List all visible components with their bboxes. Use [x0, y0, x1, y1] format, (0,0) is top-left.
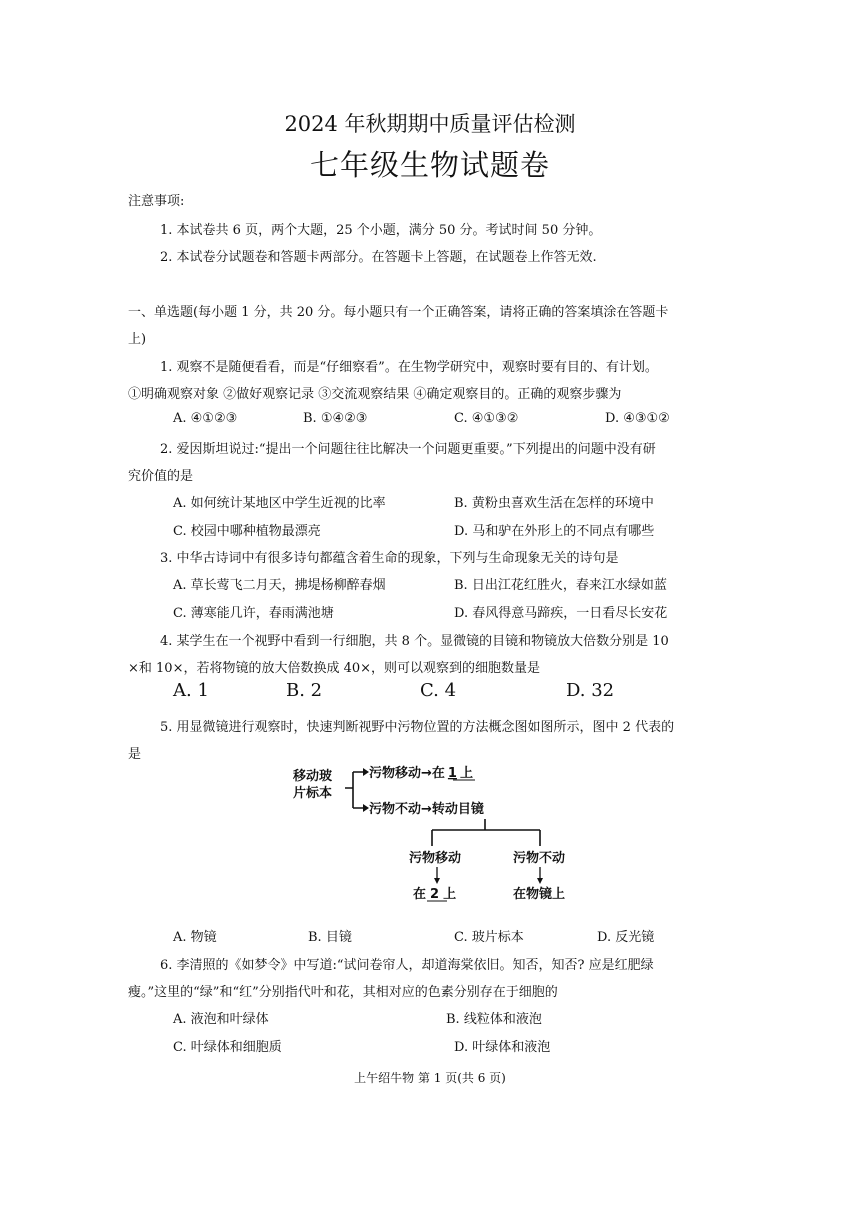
question-3-option-d: D. 春风得意马蹄疾，一日看尽长安花 — [454, 606, 668, 621]
question-2-text: 2. 爱因斯坦说过:“提出一个问题往往比解决一个问题更重要。”下列提出的问题中没有研 — [160, 442, 656, 457]
question-5-concept-diagram — [285, 758, 595, 906]
question-4-option-b: B. 2 — [286, 680, 323, 701]
question-2-option-a: A. 如何统计某地区中学生近视的比率 — [173, 496, 386, 511]
question-1-option-d: D. ④③①② — [605, 411, 670, 426]
notice-item-2: 2. 本试卷分试题卷和答题卡两部分。在答题卡上答题，在试题卷上作答无效. — [160, 250, 597, 265]
question-6-option-d: D. 叶绿体和液泡 — [454, 1040, 551, 1055]
section-heading: 一、单选题(每小题 1 分，共 20 分。每小题只有一个正确答案，请将正确的答案填涂在答题卡 — [128, 305, 669, 320]
diagram-root-label-cont: 片标本 — [293, 786, 333, 801]
diagram-arrow-3 — [434, 878, 440, 884]
question-1-option-a: A. ④①②③ — [173, 411, 238, 426]
diagram-branch-2: 污物不动→转动目镜 — [369, 802, 484, 817]
question-2-text-cont: 究价值的是 — [128, 469, 194, 484]
question-3-option-b: B. 日出江花红胜火，春来江水绿如蓝 — [454, 578, 667, 593]
diagram-sub-left: 污物移动 — [409, 851, 462, 866]
question-5-option-b: B. 目镜 — [308, 930, 352, 945]
diagram-bracket — [345, 772, 363, 808]
question-3-option-c: C. 薄寒能几许，春雨满池塘 — [173, 606, 334, 621]
diagram-sub-right: 污物不动 — [513, 851, 566, 866]
page-footer: 上午绍牛物 第 1 页(共 6 页) — [354, 1071, 506, 1085]
question-5-option-c: C. 玻片标本 — [454, 930, 524, 945]
question-1-text: 1. 观察不是随便看看，而是“仔细察看”。在生物学研究中，观察时要有目的、有计划。 — [160, 360, 658, 375]
question-2-option-b: B. 黄粉虫喜欢生活在怎样的环境中 — [454, 496, 654, 511]
notice-heading: 注意事项: — [128, 194, 185, 209]
diagram-tree-lines — [432, 819, 540, 846]
question-5-option-a: A. 物镜 — [173, 930, 217, 945]
page-title-line1: 2024 年秋期期中质量评估检测 — [284, 112, 576, 136]
question-3-text: 3. 中华古诗词中有很多诗句都蕴含着生命的现象，下列与生命现象无关的诗句是 — [160, 551, 619, 566]
diagram-sub-right-result: 在物镜上 — [513, 887, 566, 902]
question-1-option-b: B. ①④②③ — [303, 411, 368, 426]
diagram-down-lines — [437, 867, 540, 879]
page-title: 七年级生物试题卷 — [309, 148, 550, 182]
diagram-arrow-4 — [537, 878, 543, 884]
question-6-text-cont: 瘦。”这里的“绿”和“红”分别指代叶和花，其相对应的色素分别存在于细胞的 — [128, 985, 558, 1000]
question-4-option-a: A. 1 — [173, 680, 209, 701]
question-4-text: 4. 某学生在一个视野中看到一行细胞，共 8 个。显微镜的目镜和物镜放大倍数分别是 10 — [160, 634, 669, 649]
question-6-option-a: A. 液泡和叶绿体 — [173, 1012, 269, 1027]
question-4-option-d: D. 32 — [566, 680, 615, 701]
question-4-text-cont: ×和 10×，若将物镜的放大倍数换成 40×，则可以观察到的细胞数量是 — [128, 661, 541, 676]
question-4-option-c: C. 4 — [420, 680, 457, 701]
notice-item-1: 1. 本试卷共 6 页，两个大题，25 个小题，满分 50 分。考试时间 50 分钟。 — [160, 223, 602, 238]
question-5-text: 5. 用显微镜进行观察时，快速判断视野中污物位置的方法概念图如图所示，图中 2 代表的 — [160, 720, 675, 735]
question-5-option-d: D. 反光镜 — [597, 930, 655, 945]
question-1-option-c: C. ④①③② — [454, 411, 519, 426]
question-6-option-b: B. 线粒体和液泡 — [446, 1012, 542, 1027]
diagram-branch-1: 污物移动→在 1 上 — [369, 766, 473, 781]
question-6-text: 6. 李清照的《如梦令》中写道:“试问卷帘人，却道海棠依旧。知否，知否? 应是红肥绿 — [160, 958, 654, 973]
question-1-text-cont: ①明确观察对象 ②做好观察记录 ③交流观察结果 ④确定观察目的。正确的观察步骤为 — [128, 387, 622, 402]
question-5-text-cont: 是 — [128, 747, 142, 762]
question-2-option-d: D. 马和驴在外形上的不同点有哪些 — [454, 524, 655, 539]
question-6-option-c: C. 叶绿体和细胞质 — [173, 1040, 282, 1055]
question-3-option-a: A. 草长莺飞二月天，拂堤杨柳醉春烟 — [173, 578, 386, 593]
question-2-option-c: C. 校园中哪种植物最漂亮 — [173, 524, 321, 539]
diagram-sub-left-result: 在 2 上 — [413, 887, 457, 902]
diagram-root-label: 移动玻 — [293, 769, 333, 784]
section-heading-cont: 上) — [128, 332, 147, 347]
